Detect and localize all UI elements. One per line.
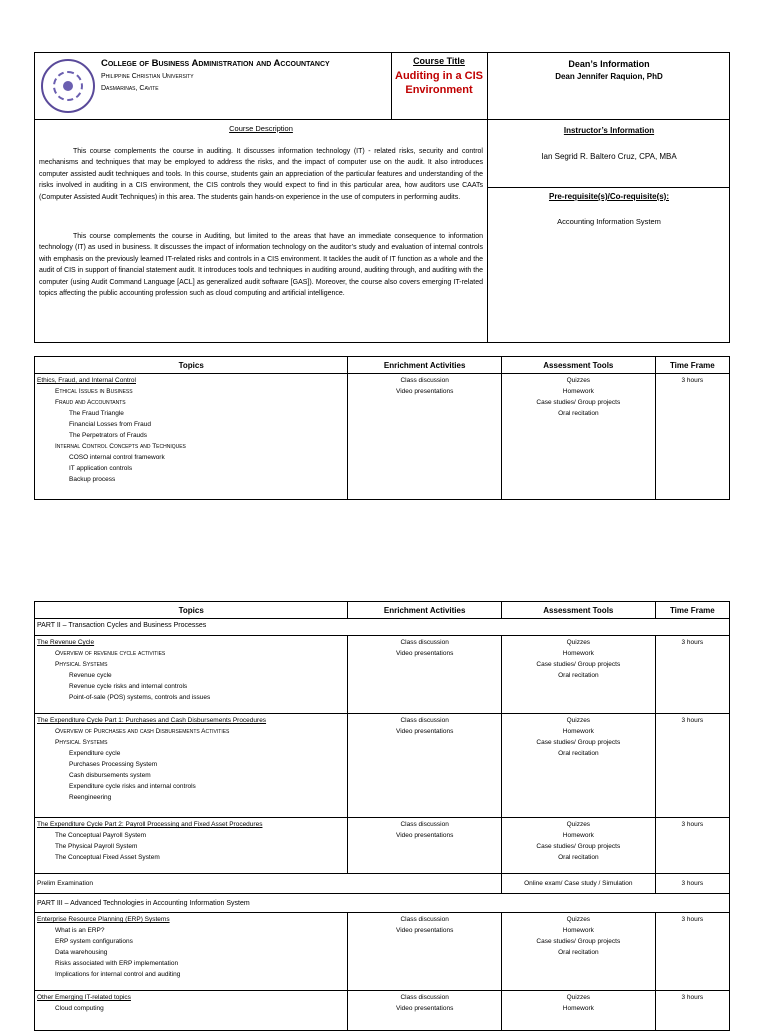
instructor-label: Instructor’s Information bbox=[563, 126, 655, 135]
assessment-item: Case studies/ Group projects bbox=[536, 661, 621, 668]
dean-name: Dean Jennifer Raquion, PhD bbox=[555, 72, 663, 81]
list-item: Revenue cycle risks and internal controls bbox=[69, 683, 188, 690]
list-item: What is an ERP? bbox=[55, 927, 105, 934]
list-item: Cash disbursements system bbox=[69, 772, 151, 779]
enrichment-item: Class discussion bbox=[400, 377, 449, 384]
prereq-label: Pre-requisite(s)/Co-requisite(s): bbox=[548, 192, 670, 201]
list-item: ERP system configurations bbox=[55, 938, 133, 945]
enrichment-item: Class discussion bbox=[400, 639, 449, 646]
course-title-value: Auditing in a CIS Environment bbox=[395, 70, 483, 96]
list-item: Risks associated with ERP implementation bbox=[55, 960, 179, 967]
col-topics: Topics bbox=[35, 602, 348, 619]
enrichment-item: Video presentations bbox=[396, 1005, 454, 1012]
prelim-title: Prelim Examination bbox=[35, 874, 502, 894]
list-item: Expenditure cycle risks and internal controls bbox=[69, 783, 196, 790]
university-seal-icon bbox=[41, 59, 95, 113]
university-city: Dasmarinas, Cavite bbox=[101, 85, 159, 92]
list-item: Expenditure cycle bbox=[69, 750, 121, 757]
college-name: College of Business Administration and Accountancy bbox=[101, 58, 330, 69]
prelim-assessment: Online exam/ Case study / Simulation bbox=[502, 874, 656, 894]
enrichment-item: Class discussion bbox=[400, 994, 449, 1001]
list-item: Implications for internal control and auditing bbox=[55, 971, 181, 978]
list-item: Revenue cycle bbox=[69, 672, 112, 679]
assessment-item: Quizzes bbox=[566, 821, 591, 828]
assessment-item: Oral recitation bbox=[558, 410, 599, 417]
assessment-item: Case studies/ Group projects bbox=[536, 739, 621, 746]
list-item: The Fraud Triangle bbox=[69, 410, 124, 417]
table-row bbox=[35, 894, 730, 913]
assessment-item: Homework bbox=[562, 650, 594, 657]
list-item: Purchases Processing System bbox=[69, 761, 158, 768]
assessment-item: Homework bbox=[562, 728, 594, 735]
assessment-item: Homework bbox=[562, 927, 594, 934]
course-description-p2: This course complements the course in Auditing, but limited to the areas that have an immediate consequence to information technology (IT) as used in business. It discusses the impact of information technology on the auditor’s study and evaluation of internal controls with emphasis on the previously learned IT-related risks and controls in a CIS environment. It tackles the audit of IT function as a whole and the audit of CIS in support of financial statement audit. It introduces tools and techniques in auditing around, auditing through, and auditing with the computer (using Audit Command Language [ACL] as generalized audit software [GAS]). Moreover, the course also covers emerging IT-related topics affecting the public accounting profession such as cloud computing and artificial intelligence. bbox=[39, 233, 483, 298]
table-row bbox=[35, 913, 730, 991]
university-name: Philippine Christian University bbox=[101, 73, 194, 80]
list-item: Point-of-sale (POS) systems, controls and issues bbox=[69, 694, 211, 701]
course-title-label: Course Title bbox=[413, 56, 465, 66]
topics-table-1 bbox=[34, 356, 730, 500]
table-row bbox=[35, 991, 730, 1031]
list-item: Backup process bbox=[69, 476, 116, 483]
list-item: Financial Losses from Fraud bbox=[69, 421, 152, 428]
col-topics: Topics bbox=[35, 357, 348, 374]
enrichment-item: Video presentations bbox=[396, 650, 454, 657]
assessment-item: Oral recitation bbox=[558, 854, 599, 861]
list-item: Ethical Issues in Business bbox=[55, 388, 133, 395]
assessment-item: Case studies/ Group projects bbox=[536, 399, 621, 406]
assessment-item: Case studies/ Group projects bbox=[536, 843, 621, 850]
part-heading: PART II – Transaction Cycles and Business Processes bbox=[35, 619, 730, 636]
list-item: Fraud and Accountants bbox=[55, 399, 126, 406]
list-item: Data warehousing bbox=[55, 949, 108, 956]
list-item: Reengineering bbox=[69, 794, 112, 801]
assessment-item: Oral recitation bbox=[558, 949, 599, 956]
col-assessment: Assessment Tools bbox=[502, 357, 656, 374]
time-frame: 3 hours bbox=[681, 377, 704, 384]
table-row bbox=[35, 874, 730, 894]
list-item: The Conceptual Fixed Asset System bbox=[55, 854, 160, 861]
topic-title: Other Emerging IT-related topics bbox=[37, 994, 131, 1001]
list-item: Overview of revenue cycle activities bbox=[55, 650, 166, 657]
enrichment-item: Video presentations bbox=[396, 728, 454, 735]
table-row bbox=[35, 636, 730, 714]
list-item: The Physical Payroll System bbox=[55, 843, 138, 850]
list-item: Physical Systems bbox=[55, 661, 108, 668]
assessment-item: Quizzes bbox=[566, 994, 591, 1001]
list-item: The Perpetrators of Frauds bbox=[69, 432, 148, 439]
list-item: Overview of Purchases and cash Disbursements Activities bbox=[55, 728, 230, 735]
enrichment-item: Class discussion bbox=[400, 717, 449, 724]
description-box bbox=[34, 119, 730, 343]
col-enrichment: Enrichment Activities bbox=[348, 602, 502, 619]
topic-title: The Expenditure Cycle Part 2: Payroll Processing and Fixed Asset Procedures bbox=[37, 821, 263, 828]
topic-title: The Expenditure Cycle Part 1: Purchases and Cash Disbursements Procedures bbox=[37, 717, 267, 724]
prereq-value: Accounting Information System bbox=[557, 217, 661, 226]
assessment-item: Homework bbox=[562, 1005, 594, 1012]
table-row bbox=[35, 818, 730, 874]
assessment-item: Quizzes bbox=[566, 377, 591, 384]
enrichment-item: Video presentations bbox=[396, 927, 454, 934]
instructor-name: Ian Segrid R. Baltero Cruz, CPA, MBA bbox=[541, 152, 677, 161]
list-item: Physical Systems bbox=[55, 739, 108, 746]
time-frame: 3 hours bbox=[681, 821, 704, 828]
col-time: Time Frame bbox=[655, 357, 729, 374]
time-frame: 3 hours bbox=[681, 639, 704, 646]
table-row bbox=[35, 619, 730, 636]
enrichment-item: Class discussion bbox=[400, 916, 449, 923]
col-assessment: Assessment Tools bbox=[502, 602, 656, 619]
time-frame: 3 hours bbox=[681, 994, 704, 1001]
header-box bbox=[34, 52, 730, 120]
topic-title: The Revenue Cycle bbox=[37, 639, 95, 646]
dean-label: Dean’s Information bbox=[568, 59, 650, 69]
list-item: IT application controls bbox=[69, 465, 133, 472]
time-frame: 3 hours bbox=[655, 874, 729, 894]
list-item: The Conceptual Payroll System bbox=[55, 832, 147, 839]
course-description-title: Course Description bbox=[229, 124, 293, 133]
enrichment-item: Video presentations bbox=[396, 388, 454, 395]
topic-title: Enterprise Resource Planning (ERP) Systems bbox=[37, 916, 170, 923]
assessment-item: Oral recitation bbox=[558, 750, 599, 757]
enrichment-item: Video presentations bbox=[396, 832, 454, 839]
assessment-item: Homework bbox=[562, 388, 594, 395]
assessment-item: Oral recitation bbox=[558, 672, 599, 679]
part-heading: PART III – Advanced Technologies in Accounting Information System bbox=[35, 894, 730, 913]
table-row bbox=[35, 714, 730, 818]
assessment-item: Case studies/ Group projects bbox=[536, 938, 621, 945]
table-row bbox=[35, 374, 730, 500]
assessment-item: Quizzes bbox=[566, 916, 591, 923]
col-time: Time Frame bbox=[655, 602, 729, 619]
enrichment-item: Class discussion bbox=[400, 821, 449, 828]
list-item: Cloud computing bbox=[55, 1005, 104, 1012]
time-frame: 3 hours bbox=[681, 916, 704, 923]
topic-title: Ethics, Fraud, and Internal Control bbox=[37, 377, 136, 384]
course-description-p1: This course complements the course in auditing. It discusses information technology (IT) - related risks, security and control mechanisms and techniques that may be employed to address the risks, and the impact of computer use on the audit. It also introduces computer assisted audit techniques and tools. In this course, students gain an appreciation of the particular features and understanding of the risks involved in auditing in a CIS environment, the CIS controls they would expect to find in this particular area, how auditors use CAATs (Computer Assisted Audit Techniques) in this area. The students gain hands-on experience in the use of computers in performing audits. bbox=[39, 148, 483, 201]
time-frame: 3 hours bbox=[681, 717, 704, 724]
assessment-item: Homework bbox=[562, 832, 594, 839]
assessment-item: Quizzes bbox=[566, 717, 591, 724]
col-enrichment: Enrichment Activities bbox=[348, 357, 502, 374]
list-item: Internal Control Concepts and Techniques bbox=[55, 443, 186, 450]
topics-table-2 bbox=[34, 601, 730, 1031]
assessment-item: Quizzes bbox=[566, 639, 591, 646]
list-item: COSO internal control framework bbox=[69, 454, 165, 461]
